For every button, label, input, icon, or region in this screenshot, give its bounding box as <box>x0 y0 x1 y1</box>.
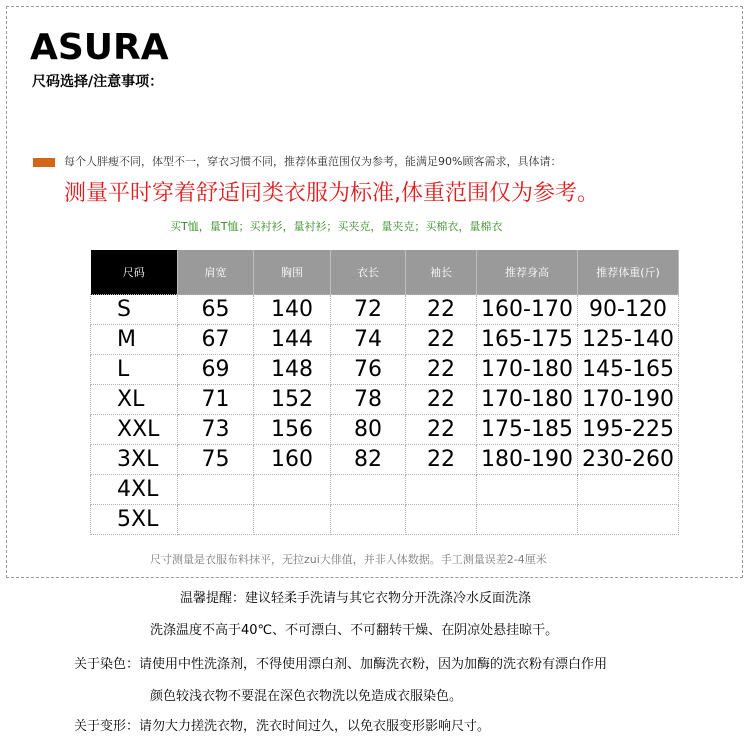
care-reminder: 温馨提醒：建议轻柔手洗请与其它衣物分开洗涤冷水反面洗涤 <box>180 591 532 606</box>
cell-length <box>331 505 406 535</box>
cell-size: M <box>91 325 178 355</box>
measure-tips: 买T恤，量T恤；买衬衫，量衬衫；买夹克，量夹克；买棉衣，量棉衣 <box>170 220 503 233</box>
cell-chest: 160 <box>254 445 331 475</box>
cell-shoulder: 73 <box>178 415 254 445</box>
size-chart-table <box>90 250 679 535</box>
cell-height <box>477 475 578 505</box>
cell-weight: 125-140 <box>578 325 679 355</box>
header-length: 衣长 <box>331 250 406 295</box>
table-row <box>91 325 679 355</box>
cell-length: 74 <box>331 325 406 355</box>
cell-shoulder: 75 <box>178 445 254 475</box>
cell-sleeve: 22 <box>406 325 477 355</box>
table-row <box>91 445 679 475</box>
care-deformation: 关于变形：请勿大力搓洗衣物，洗衣时间过久，以免衣服变形影响尺寸。 <box>74 719 491 734</box>
cell-sleeve: 22 <box>406 385 477 415</box>
cell-size: 4XL <box>91 475 178 505</box>
header-size: 尺码 <box>91 250 178 295</box>
cell-sleeve: 22 <box>406 355 477 385</box>
cell-shoulder: 65 <box>178 295 254 325</box>
cell-weight: 230-260 <box>578 445 679 475</box>
cell-weight: 170-190 <box>578 385 679 415</box>
cell-sleeve: 22 <box>406 415 477 445</box>
cell-chest: 152 <box>254 385 331 415</box>
header-sleeve: 袖长 <box>406 250 477 295</box>
cell-sleeve <box>406 475 477 505</box>
cell-sleeve: 22 <box>406 295 477 325</box>
cell-shoulder: 71 <box>178 385 254 415</box>
table-row <box>91 295 679 325</box>
cell-sleeve: 22 <box>406 445 477 475</box>
header-shoulder: 肩宽 <box>178 250 254 295</box>
cell-height: 175-185 <box>477 415 578 445</box>
cell-size: S <box>91 295 178 325</box>
cell-weight: 195-225 <box>578 415 679 445</box>
header-chest: 胸围 <box>254 250 331 295</box>
cell-length: 82 <box>331 445 406 475</box>
cell-height: 170-180 <box>477 355 578 385</box>
measurement-footnote: 尺寸测量是衣服布料抹平，无拉zui大俳值，并非人体数据。手工测量误差2-4厘米 <box>150 553 547 566</box>
table-row <box>91 505 679 535</box>
notice-marker-bar <box>33 158 55 167</box>
cell-length: 78 <box>331 385 406 415</box>
cell-size: XXL <box>91 415 178 445</box>
notice-text: 每个人胖瘦不同，体型不一，穿衣习惯不同，推荐体重范围仅为参考，能满足90%顾客需求，具体请： <box>64 155 562 168</box>
care-dyeing-detail: 颜色较浅衣物不要混在深色衣物洗以免造成衣服染色。 <box>150 689 463 704</box>
headline-warning: 测量平时穿着舒适同类衣服为标准,体重范围仅为参考。 <box>64 181 599 206</box>
header-height: 推荐身高 <box>477 250 578 295</box>
cell-height <box>477 505 578 535</box>
cell-chest: 140 <box>254 295 331 325</box>
cell-shoulder: 67 <box>178 325 254 355</box>
cell-weight <box>578 505 679 535</box>
cell-height: 165-175 <box>477 325 578 355</box>
table-row <box>91 415 679 445</box>
cell-chest: 156 <box>254 415 331 445</box>
table-row <box>91 385 679 415</box>
cell-weight: 90-120 <box>578 295 679 325</box>
cell-chest: 144 <box>254 325 331 355</box>
care-wash-temperature: 洗涤温度不高于40℃、不可漂白、不可翻转干燥、在阴凉处悬挂晾干。 <box>150 623 559 638</box>
cell-length <box>331 475 406 505</box>
cell-length: 76 <box>331 355 406 385</box>
cell-chest: 148 <box>254 355 331 385</box>
cell-height: 160-170 <box>477 295 578 325</box>
cell-shoulder <box>178 505 254 535</box>
section-title: 尺码选择/注意事项： <box>32 74 164 90</box>
header-weight: 推荐体重(斤) <box>578 250 679 295</box>
care-dyeing: 关于染色：请使用中性洗涤剂，不得使用漂白剂、加酶洗衣粉，因为加酶的洗衣粉有漂白作用 <box>74 657 608 672</box>
cell-size: L <box>91 355 178 385</box>
cell-shoulder <box>178 475 254 505</box>
cell-height: 180-190 <box>477 445 578 475</box>
brand-logo: ASURA <box>30 27 169 68</box>
table-row <box>91 355 679 385</box>
cell-size: XL <box>91 385 178 415</box>
cell-weight: 145-165 <box>578 355 679 385</box>
table-header-row <box>91 250 679 295</box>
table-row <box>91 475 679 505</box>
cell-height: 170-180 <box>477 385 578 415</box>
cell-chest <box>254 475 331 505</box>
cell-size: 3XL <box>91 445 178 475</box>
cell-sleeve <box>406 505 477 535</box>
cell-size: 5XL <box>91 505 178 535</box>
cell-shoulder: 69 <box>178 355 254 385</box>
cell-length: 72 <box>331 295 406 325</box>
cell-chest <box>254 505 331 535</box>
cell-weight <box>578 475 679 505</box>
cell-length: 80 <box>331 415 406 445</box>
